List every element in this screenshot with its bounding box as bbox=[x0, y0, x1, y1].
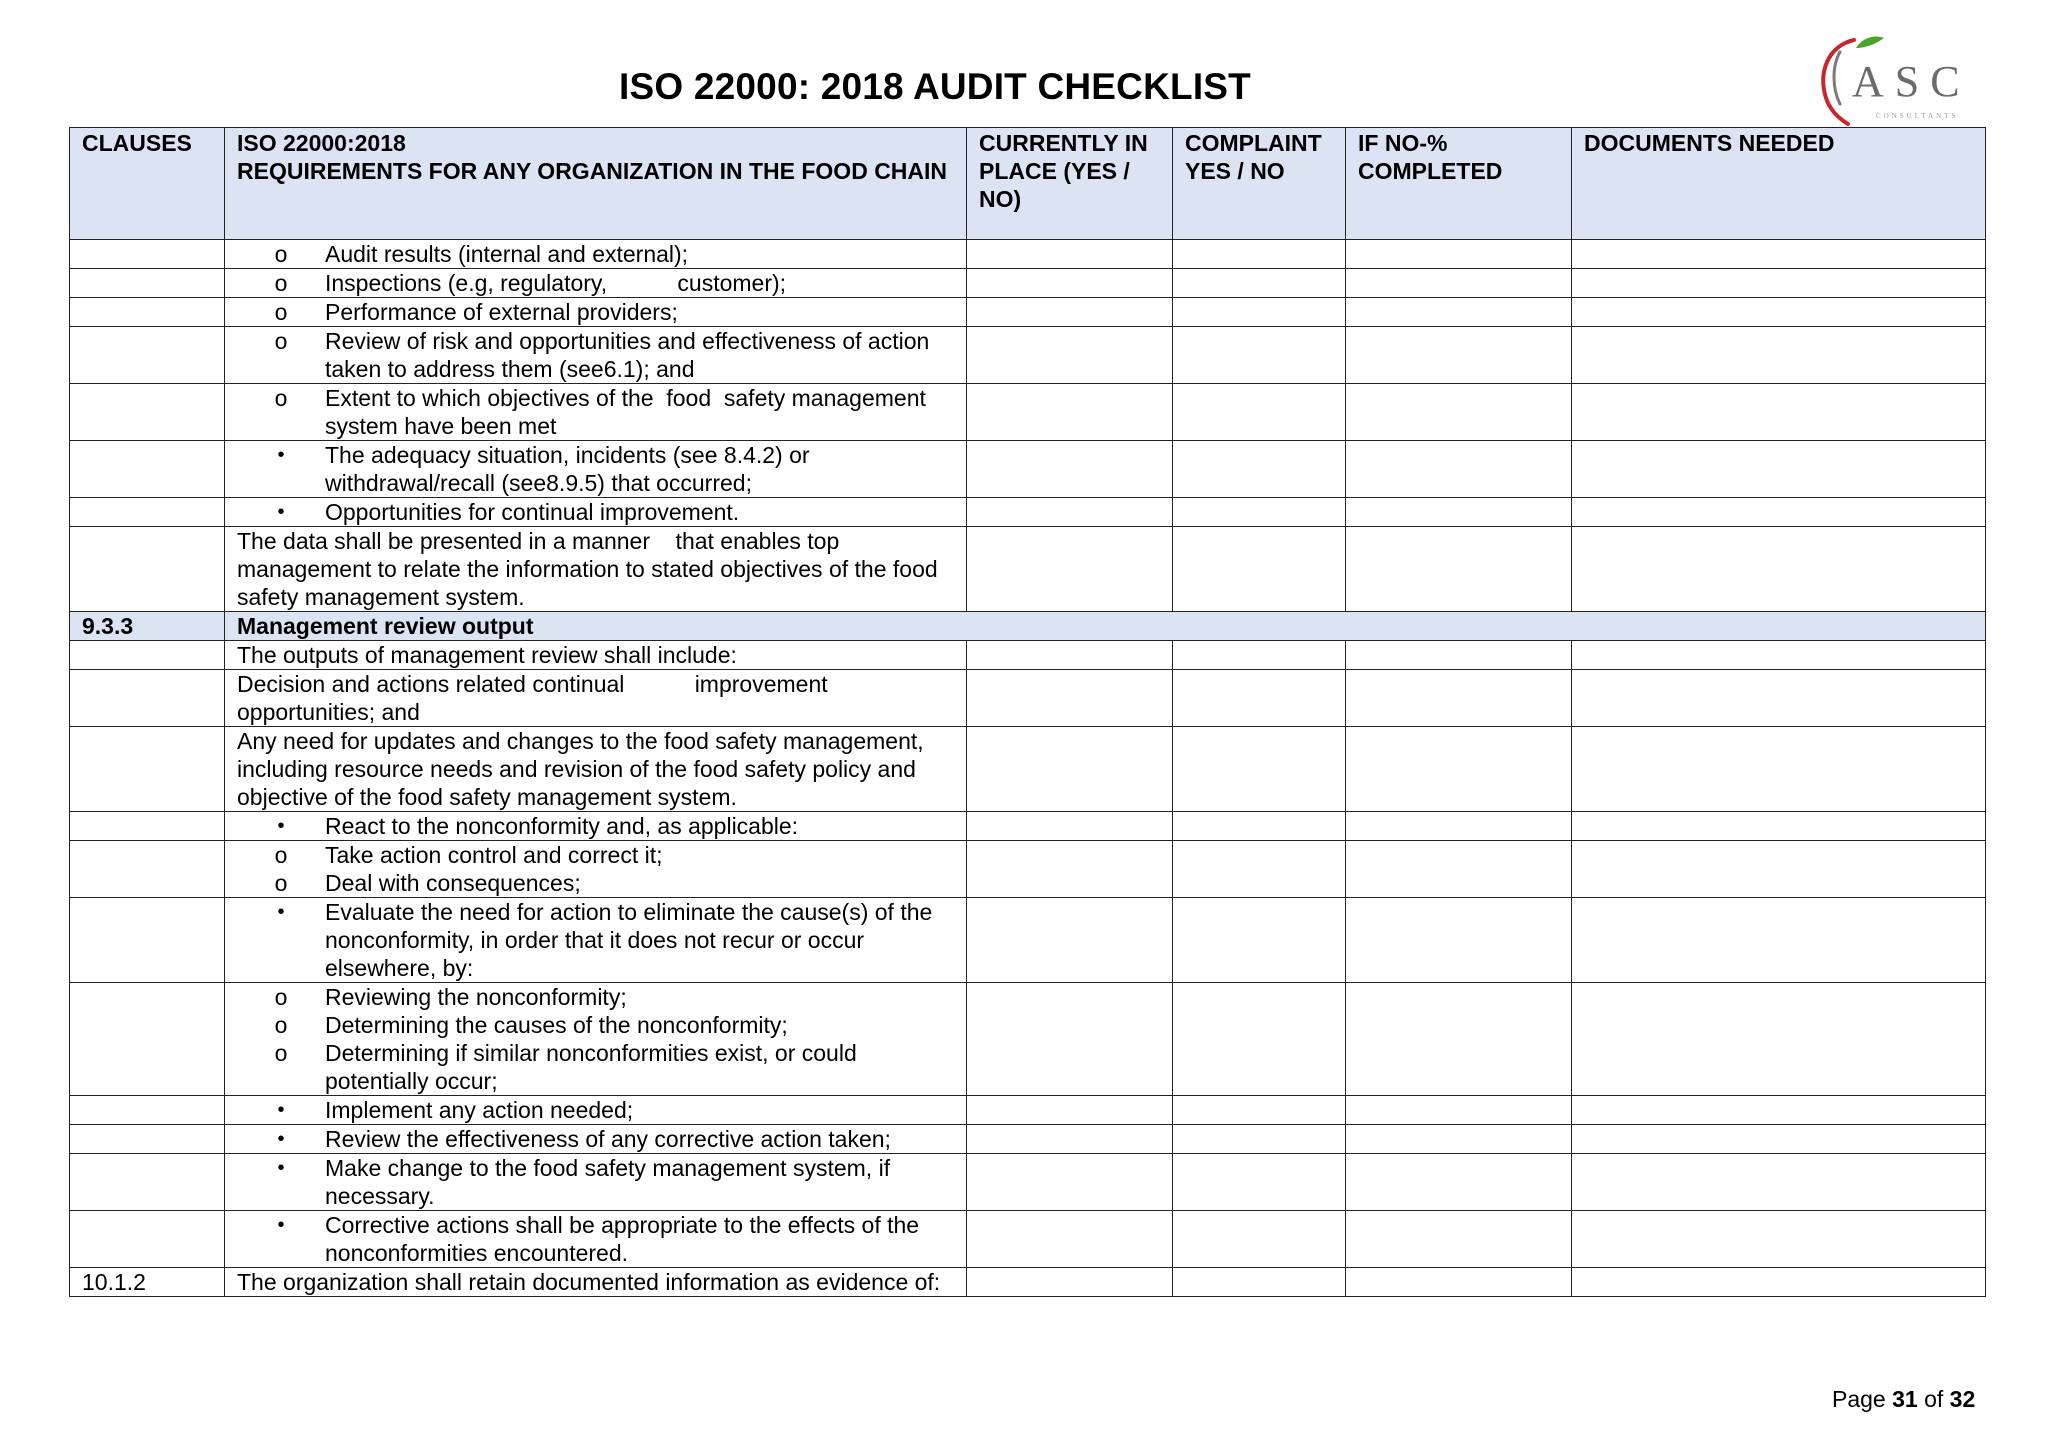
complaint-cell[interactable] bbox=[1173, 298, 1346, 327]
clause-cell bbox=[70, 670, 225, 727]
table-row bbox=[70, 527, 1986, 612]
in-place-cell[interactable] bbox=[967, 441, 1173, 498]
section-title: Management review output bbox=[237, 613, 534, 639]
requirement-cell bbox=[225, 727, 967, 812]
documents-needed-cell[interactable] bbox=[1572, 298, 1986, 327]
requirement-text: Determining if similar nonconformities exist, or could potentially occur; bbox=[325, 1040, 864, 1094]
page-number bbox=[1832, 1386, 1975, 1413]
requirement-cell bbox=[225, 269, 967, 298]
complaint-cell[interactable] bbox=[1173, 1096, 1346, 1125]
clause-cell bbox=[70, 384, 225, 441]
in-place-cell[interactable] bbox=[967, 527, 1173, 612]
in-place-cell[interactable] bbox=[967, 240, 1173, 269]
table-row bbox=[70, 670, 1986, 727]
completed-cell[interactable] bbox=[1346, 670, 1572, 727]
documents-needed-cell[interactable] bbox=[1572, 727, 1986, 812]
documents-needed-cell[interactable] bbox=[1572, 441, 1986, 498]
clause-cell: 10.1.2 bbox=[70, 1268, 225, 1297]
page-current: 31 bbox=[1892, 1386, 1918, 1412]
completed-cell[interactable] bbox=[1346, 269, 1572, 298]
complaint-cell[interactable] bbox=[1173, 384, 1346, 441]
complaint-cell[interactable] bbox=[1173, 1268, 1346, 1297]
documents-needed-cell[interactable] bbox=[1572, 240, 1986, 269]
logo-text: ASC bbox=[1852, 57, 1971, 106]
table-row bbox=[70, 812, 1986, 841]
completed-cell[interactable] bbox=[1346, 1211, 1572, 1268]
dot-bullet-icon: • bbox=[277, 901, 285, 923]
requirement-cell bbox=[225, 670, 967, 727]
in-place-cell[interactable] bbox=[967, 670, 1173, 727]
dot-bullet-icon: • bbox=[277, 1214, 285, 1236]
complaint-cell[interactable] bbox=[1173, 841, 1346, 898]
bullet-item bbox=[237, 441, 954, 497]
page-prefix: Page bbox=[1832, 1386, 1886, 1412]
completed-cell[interactable] bbox=[1346, 327, 1572, 384]
clause-cell bbox=[70, 1211, 225, 1268]
table-row bbox=[70, 240, 1986, 269]
in-place-cell[interactable] bbox=[967, 641, 1173, 670]
clause-cell bbox=[70, 812, 225, 841]
table-row bbox=[70, 498, 1986, 527]
bullet-item bbox=[237, 1125, 954, 1153]
requirement-cell bbox=[225, 1096, 967, 1125]
requirement-text: Deal with consequences; bbox=[325, 870, 581, 896]
clause-cell bbox=[70, 641, 225, 670]
page-title: ISO 22000: 2018 AUDIT CHECKLIST bbox=[619, 66, 1251, 107]
table-row bbox=[70, 841, 1986, 898]
complaint-cell[interactable] bbox=[1173, 441, 1346, 498]
in-place-cell[interactable] bbox=[967, 269, 1173, 298]
in-place-cell[interactable] bbox=[967, 1154, 1173, 1211]
circle-bullet-icon: o bbox=[274, 870, 288, 896]
bullet-item bbox=[237, 1096, 954, 1124]
in-place-cell[interactable] bbox=[967, 298, 1173, 327]
completed-cell[interactable] bbox=[1346, 1154, 1572, 1211]
documents-needed-cell[interactable] bbox=[1572, 812, 1986, 841]
bullet-item bbox=[237, 498, 954, 526]
completed-cell[interactable] bbox=[1346, 641, 1572, 670]
documents-needed-cell[interactable] bbox=[1572, 841, 1986, 898]
table-row bbox=[70, 1096, 1986, 1125]
documents-needed-cell[interactable] bbox=[1572, 1125, 1986, 1154]
completed-cell[interactable] bbox=[1346, 441, 1572, 498]
documents-needed-cell[interactable] bbox=[1572, 269, 1986, 298]
table-row bbox=[70, 269, 1986, 298]
complaint-cell[interactable] bbox=[1173, 498, 1346, 527]
requirement-cell bbox=[225, 327, 967, 384]
completed-cell[interactable] bbox=[1346, 812, 1572, 841]
clause-cell bbox=[70, 441, 225, 498]
completed-cell[interactable] bbox=[1346, 983, 1572, 1096]
completed-cell[interactable] bbox=[1346, 727, 1572, 812]
completed-cell[interactable] bbox=[1346, 841, 1572, 898]
dot-bullet-icon: • bbox=[277, 1157, 285, 1179]
documents-needed-cell[interactable] bbox=[1572, 384, 1986, 441]
section-row bbox=[70, 612, 1986, 641]
requirement-cell bbox=[225, 1125, 967, 1154]
clause-cell bbox=[70, 983, 225, 1096]
sub-bullet-item bbox=[237, 327, 954, 383]
requirement-text: Extent to which objectives of the food safety management system have been met bbox=[325, 385, 933, 439]
completed-cell[interactable] bbox=[1346, 527, 1572, 612]
requirement-text: The data shall be presented in a manner that enables top management to relate the information to stated objectives of the food safety management system. bbox=[237, 528, 945, 610]
complaint-cell[interactable] bbox=[1173, 983, 1346, 1096]
documents-needed-cell[interactable] bbox=[1572, 983, 1986, 1096]
header-clauses: CLAUSES bbox=[70, 128, 225, 240]
table-row bbox=[70, 983, 1986, 1096]
requirement-cell bbox=[225, 1211, 967, 1268]
requirement-text: Reviewing the nonconformity; bbox=[325, 984, 627, 1010]
clause-cell bbox=[70, 1096, 225, 1125]
clause-cell bbox=[70, 327, 225, 384]
requirement-cell bbox=[225, 298, 967, 327]
documents-needed-cell[interactable] bbox=[1572, 527, 1986, 612]
bullet-item bbox=[237, 1154, 954, 1210]
in-place-cell[interactable] bbox=[967, 727, 1173, 812]
complaint-cell[interactable] bbox=[1173, 898, 1346, 983]
complaint-cell[interactable] bbox=[1173, 812, 1346, 841]
completed-cell[interactable] bbox=[1346, 1096, 1572, 1125]
documents-needed-cell[interactable] bbox=[1572, 1268, 1986, 1297]
table-row bbox=[70, 641, 1986, 670]
dot-bullet-icon: • bbox=[277, 815, 285, 837]
dot-bullet-icon: • bbox=[277, 1099, 285, 1121]
in-place-cell[interactable] bbox=[967, 498, 1173, 527]
circle-bullet-icon: o bbox=[274, 1040, 288, 1066]
complaint-cell[interactable] bbox=[1173, 240, 1346, 269]
requirement-text: Determining the causes of the nonconformity; bbox=[325, 1012, 788, 1038]
requirement-cell bbox=[225, 612, 1986, 641]
documents-needed-cell[interactable] bbox=[1572, 1154, 1986, 1211]
documents-needed-cell[interactable] bbox=[1572, 1211, 1986, 1268]
requirement-text: Inspections (e.g, regulatory, customer); bbox=[325, 270, 787, 296]
table-row bbox=[70, 1268, 1986, 1297]
table-header-row bbox=[70, 128, 1986, 240]
requirement-cell bbox=[225, 527, 967, 612]
requirement-text: Evaluate the need for action to eliminate the cause(s) of the nonconformity, in order that it does not recur or occur elsewhere, by: bbox=[325, 899, 939, 981]
clause-cell bbox=[70, 727, 225, 812]
requirement-cell bbox=[225, 240, 967, 269]
table-row bbox=[70, 298, 1986, 327]
requirement-cell bbox=[225, 898, 967, 983]
requirement-text: Review the effectiveness of any corrective action taken; bbox=[325, 1126, 891, 1152]
sub-bullet-item bbox=[237, 298, 954, 326]
requirement-text: Any need for updates and changes to the food safety management, including resource needs and revision of the food safety policy and objective of the food safety management system. bbox=[237, 728, 931, 810]
clause-cell bbox=[70, 1154, 225, 1211]
requirement-text: Review of risk and opportunities and effectiveness of action taken to address them (see6.1); and bbox=[325, 328, 936, 382]
table-row bbox=[70, 1125, 1986, 1154]
circle-bullet-icon: o bbox=[274, 299, 288, 325]
in-place-cell[interactable] bbox=[967, 841, 1173, 898]
requirement-text: Corrective actions shall be appropriate to the effects of the nonconformities encountered. bbox=[325, 1212, 926, 1266]
requirement-text: The outputs of management review shall include: bbox=[237, 642, 737, 668]
complaint-cell[interactable] bbox=[1173, 527, 1346, 612]
header-completed: IF NO-% COMPLETED bbox=[1346, 128, 1572, 240]
page-total: 32 bbox=[1949, 1386, 1976, 1412]
in-place-cell[interactable] bbox=[967, 1268, 1173, 1297]
clause-cell bbox=[70, 841, 225, 898]
completed-cell[interactable] bbox=[1346, 298, 1572, 327]
bullet-item bbox=[237, 1211, 954, 1267]
sub-bullet-item bbox=[237, 269, 954, 297]
completed-cell[interactable] bbox=[1346, 1268, 1572, 1297]
documents-needed-cell[interactable] bbox=[1572, 1096, 1986, 1125]
audit-checklist-table bbox=[69, 127, 1986, 1297]
complaint-cell[interactable] bbox=[1173, 327, 1346, 384]
requirement-cell bbox=[225, 641, 967, 670]
header-requirements: ISO 22000:2018 REQUIREMENTS FOR ANY ORGANIZATION IN THE FOOD CHAIN bbox=[225, 128, 967, 240]
in-place-cell[interactable] bbox=[967, 1211, 1173, 1268]
requirement-text: Take action control and correct it; bbox=[325, 842, 663, 868]
requirement-cell bbox=[225, 1268, 967, 1297]
sub-bullet-item bbox=[237, 384, 954, 440]
in-place-cell[interactable] bbox=[967, 812, 1173, 841]
header-documents-needed: DOCUMENTS NEEDED bbox=[1572, 128, 1986, 240]
header-currently-in-place: CURRENTLY IN PLACE (YES / NO) bbox=[967, 128, 1173, 240]
sub-bullet-item bbox=[237, 1039, 954, 1095]
complaint-cell[interactable] bbox=[1173, 670, 1346, 727]
requirement-cell bbox=[225, 1154, 967, 1211]
dot-bullet-icon: • bbox=[277, 444, 285, 466]
completed-cell[interactable] bbox=[1346, 384, 1572, 441]
in-place-cell[interactable] bbox=[967, 1096, 1173, 1125]
sub-bullet-item bbox=[237, 869, 954, 897]
requirement-text: Performance of external providers; bbox=[325, 299, 678, 325]
complaint-cell[interactable] bbox=[1173, 727, 1346, 812]
in-place-cell[interactable] bbox=[967, 898, 1173, 983]
clause-cell bbox=[70, 240, 225, 269]
table-row bbox=[70, 898, 1986, 983]
table-row bbox=[70, 1211, 1986, 1268]
in-place-cell[interactable] bbox=[967, 327, 1173, 384]
page-of: of bbox=[1924, 1386, 1944, 1412]
complaint-cell[interactable] bbox=[1173, 269, 1346, 298]
table-row bbox=[70, 1154, 1986, 1211]
circle-bullet-icon: o bbox=[274, 328, 288, 354]
requirement-text: Audit results (internal and external); bbox=[325, 241, 689, 267]
requirement-cell bbox=[225, 983, 967, 1096]
clause-cell bbox=[70, 269, 225, 298]
requirement-cell bbox=[225, 384, 967, 441]
complaint-cell[interactable] bbox=[1173, 1211, 1346, 1268]
circle-bullet-icon: o bbox=[274, 842, 288, 868]
complaint-cell[interactable] bbox=[1173, 1154, 1346, 1211]
sub-bullet-item bbox=[237, 1011, 954, 1039]
header-complaint: COMPLAINT YES / NO bbox=[1173, 128, 1346, 240]
documents-needed-cell[interactable] bbox=[1572, 498, 1986, 527]
requirement-text: Decision and actions related continual improvement opportunities; and bbox=[237, 671, 835, 725]
circle-bullet-icon: o bbox=[274, 385, 288, 411]
sub-bullet-item bbox=[237, 841, 954, 869]
documents-needed-cell[interactable] bbox=[1572, 641, 1986, 670]
table-row bbox=[70, 441, 1986, 498]
documents-needed-cell[interactable] bbox=[1572, 670, 1986, 727]
requirement-text: The organization shall retain documented information as evidence of: bbox=[237, 1269, 941, 1295]
logo-subtext: CONSULTANTS bbox=[1876, 112, 1959, 120]
requirement-text: Make change to the food safety management system, if necessary. bbox=[325, 1155, 897, 1209]
completed-cell[interactable] bbox=[1346, 1125, 1572, 1154]
circle-bullet-icon: o bbox=[274, 984, 288, 1010]
dot-bullet-icon: • bbox=[277, 501, 285, 523]
requirement-cell bbox=[225, 812, 967, 841]
bullet-item bbox=[237, 812, 954, 840]
sub-bullet-item bbox=[237, 983, 954, 1011]
complaint-cell[interactable] bbox=[1173, 641, 1346, 670]
requirement-text: Opportunities for continual improvement. bbox=[325, 499, 740, 525]
requirement-cell bbox=[225, 841, 967, 898]
documents-needed-cell[interactable] bbox=[1572, 327, 1986, 384]
completed-cell[interactable] bbox=[1346, 898, 1572, 983]
dot-bullet-icon: • bbox=[277, 1128, 285, 1150]
clause-cell bbox=[70, 527, 225, 612]
table-row bbox=[70, 327, 1986, 384]
clause-cell bbox=[70, 298, 225, 327]
completed-cell[interactable] bbox=[1346, 240, 1572, 269]
completed-cell[interactable] bbox=[1346, 498, 1572, 527]
table-row bbox=[70, 384, 1986, 441]
requirement-text: Implement any action needed; bbox=[325, 1097, 634, 1123]
clause-cell bbox=[70, 898, 225, 983]
circle-bullet-icon: o bbox=[274, 1012, 288, 1038]
clause-cell: 9.3.3 bbox=[70, 612, 225, 641]
in-place-cell[interactable] bbox=[967, 384, 1173, 441]
requirement-text: The adequacy situation, incidents (see 8.4.2) or withdrawal/recall (see8.9.5) that occurred; bbox=[325, 442, 816, 496]
in-place-cell[interactable] bbox=[967, 1125, 1173, 1154]
requirement-cell bbox=[225, 498, 967, 527]
table-row bbox=[70, 727, 1986, 812]
sub-bullet-item bbox=[237, 240, 954, 268]
clause-cell bbox=[70, 1125, 225, 1154]
complaint-cell[interactable] bbox=[1173, 1125, 1346, 1154]
requirement-cell bbox=[225, 441, 967, 498]
documents-needed-cell[interactable] bbox=[1572, 898, 1986, 983]
circle-bullet-icon: o bbox=[274, 241, 288, 267]
in-place-cell[interactable] bbox=[967, 983, 1173, 1096]
bullet-item bbox=[237, 898, 954, 982]
clause-cell bbox=[70, 498, 225, 527]
requirement-text: React to the nonconformity and, as applicable: bbox=[325, 813, 799, 839]
circle-bullet-icon: o bbox=[274, 270, 288, 296]
